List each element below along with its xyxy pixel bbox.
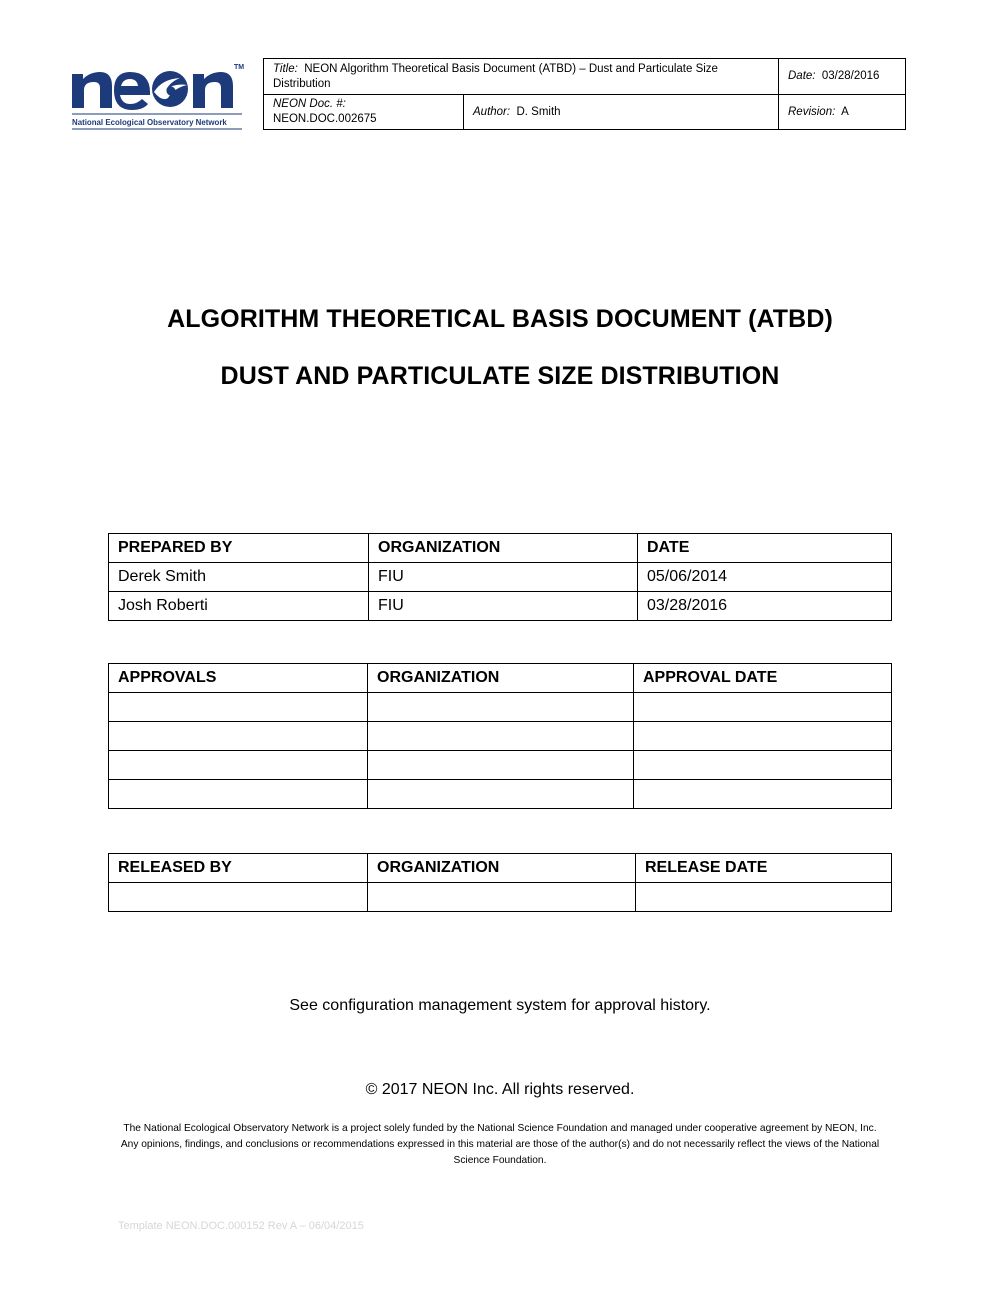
column-header: RELEASE DATE [636, 854, 892, 883]
column-header: APPROVAL DATE [634, 664, 892, 693]
date-value: 03/28/2016 [821, 70, 880, 82]
doc-number-value: NEON.DOC.002675 [273, 113, 377, 125]
preparer-name: Derek Smith [109, 563, 369, 592]
copyright-notice: © 2017 NEON Inc. All rights reserved. [365, 1081, 635, 1098]
header-revision-cell [779, 95, 906, 130]
table-header-row [109, 854, 892, 883]
table-row [109, 592, 892, 621]
approval-date-cell [634, 751, 892, 780]
table-row [109, 563, 892, 592]
template-footer: Template NEON.DOC.000152 Rev A – 06/04/2015 [118, 1220, 364, 1232]
approval-date-cell [634, 693, 892, 722]
column-header: RELEASED BY [109, 854, 368, 883]
approver-cell [109, 693, 368, 722]
approver-organization-cell [368, 780, 634, 809]
revision-value: A [841, 105, 849, 118]
doc-number-label: NEON Doc. #: [273, 98, 346, 110]
title-value: NEON Algorithm Theoretical Basis Document (ATBD) – Dust and Particulate Size Distribution [273, 62, 718, 90]
column-header: ORGANIZATION [368, 664, 634, 693]
neon-logo-graphic [70, 58, 245, 132]
funding-disclaimer: The National Ecological Observatory Network is a project solely funded by the National Science Foundation and managed under cooperative agreement by NEON, Inc. Any opinions, findings, and conclusions or recommendations expressed in this material are those of the author(s) and do not necessarily reflect the views of the National Science Foundation. [120, 1123, 880, 1166]
column-header: ORGANIZATION [369, 534, 638, 563]
column-header: DATE [638, 534, 892, 563]
revision-label: Revision: [788, 105, 836, 118]
header-title-cell [264, 59, 779, 95]
table-row [109, 780, 892, 809]
approver-cell [109, 722, 368, 751]
header-author-cell [464, 95, 779, 130]
table-row [109, 693, 892, 722]
prepared-date: 05/06/2014 [638, 563, 892, 592]
preparer-name: Josh Roberti [109, 592, 369, 621]
preparer-organization: FIU [369, 592, 638, 621]
table-row [109, 722, 892, 751]
table-header-row [109, 664, 892, 693]
approver-cell [109, 751, 368, 780]
approver-organization-cell [368, 693, 634, 722]
approver-organization-cell [368, 751, 634, 780]
release-date-cell [636, 883, 892, 912]
document-subtitle: DUST AND PARTICULATE SIZE DISTRIBUTION [220, 362, 780, 390]
preparer-organization: FIU [369, 563, 638, 592]
table-row [109, 751, 892, 780]
releaser-organization-cell [368, 883, 636, 912]
author-label: Author: [473, 105, 511, 118]
column-header: APPROVALS [109, 664, 368, 693]
document-title: ALGORITHM THEORETICAL BASIS DOCUMENT (ATBD) [167, 305, 833, 333]
neon-logo [70, 58, 245, 132]
logo-trademark: TM [234, 64, 245, 71]
header-doc-cell [264, 95, 464, 130]
column-header: PREPARED BY [109, 534, 369, 563]
header-date-cell [779, 59, 906, 95]
table-row [109, 883, 892, 912]
approver-cell [109, 780, 368, 809]
approver-organization-cell [368, 722, 634, 751]
logo-subtitle: National Ecological Observatory Network [72, 118, 227, 127]
title-label: Title: [273, 62, 298, 75]
prepared-by-table [108, 533, 892, 621]
header-info-table [263, 58, 906, 130]
prepared-date: 03/28/2016 [638, 592, 892, 621]
date-label: Date: [788, 70, 816, 82]
approval-date-cell [634, 780, 892, 809]
author-value: D. Smith [516, 105, 561, 118]
configuration-note: See configuration management system for approval history. [289, 997, 711, 1014]
released-by-table [108, 853, 892, 912]
releaser-cell [109, 883, 368, 912]
approval-date-cell [634, 722, 892, 751]
table-header-row [109, 534, 892, 563]
column-header: ORGANIZATION [368, 854, 636, 883]
approvals-table [108, 663, 892, 809]
